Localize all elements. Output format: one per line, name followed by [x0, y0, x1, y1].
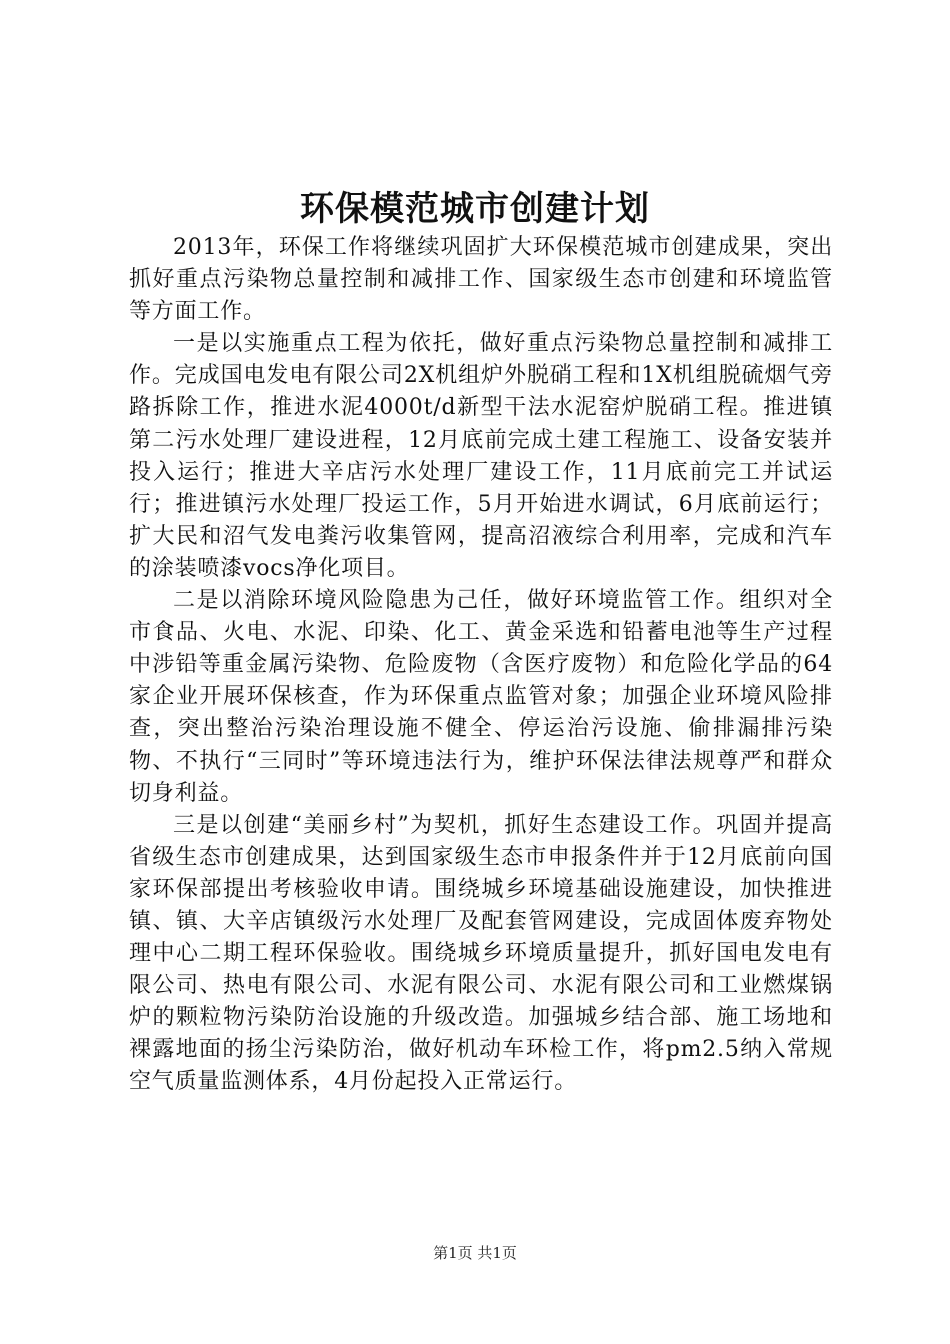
paragraph-3: 三是以创建“美丽乡村”为契机，抓好生态建设工作。巩固并提高省级生态市创建成果，达到国家级生态市申报条件并于12月底前向国家环保部提出考核验收申请。围绕城乡环境基础设施建设，加快推进镇、镇、大辛店镇级污水处理厂及配套管网建设，完成固体废弃物处理中心二期工程环保验收。围绕城乡环境质量提升，抓好国电发电有限公司、热电有限公司、水泥有限公司、水泥有限公司和工业燃煤锅炉的颗粒物污染防治设施的升级改造。加强城乡结合部、施工场地和裸露地面的扬尘污染防治，做好机动车环检工作，将pm2.5纳入常规空气质量监测体系，4月份起投入正常运行。: [129, 812, 833, 1095]
paragraph-intro: 2013年，环保工作将继续巩固扩大环保模范城市创建成果，突出抓好重点污染物总量控制和减排工作、国家级生态市创建和环境监管等方面工作。: [129, 235, 833, 325]
paragraph-1: 一是以实施重点工程为依托，做好重点污染物总量控制和减排工作。完成国电发电有限公司2X机组炉外脱硝工程和1X机组脱硫烟气旁路拆除工作，推进水泥4000t/d新型干法水泥窑炉脱硝工程。推进镇第二污水处理厂建设进程，12月底前完成土建工程施工、设备安装并投入运行；推进大辛店污水处理厂建设工作，11月底前完工并试运行；推进镇污水处理厂投运工作，5月开始进水调试，6月底前运行；扩大民和沼气发电粪污收集管网，提高沼液综合利用率，完成和汽车的涂装喷漆vocs净化项目。: [129, 331, 833, 581]
document-body: [129, 232, 833, 1099]
paragraph-2: 二是以消除环境风险隐患为己任，做好环境监管工作。组织对全市食品、火电、水泥、印染、化工、黄金采选和铅蓄电池等生产过程中涉铅等重金属污染物、危险废物（含医疗废物）和危险化学品的64家企业开展环保核查，作为环保重点监管对象；加强企业环境风险排查，突出整治污染治理设施不健全、停运治污设施、偷排漏排污染物、不执行“三同时”等环境违法行为，维护环保法律法规尊严和群众切身利益。: [129, 588, 833, 806]
document-title: 环保模范城市创建计划: [300, 189, 650, 229]
page-footer: 第1页 共1页: [433, 1244, 517, 1262]
